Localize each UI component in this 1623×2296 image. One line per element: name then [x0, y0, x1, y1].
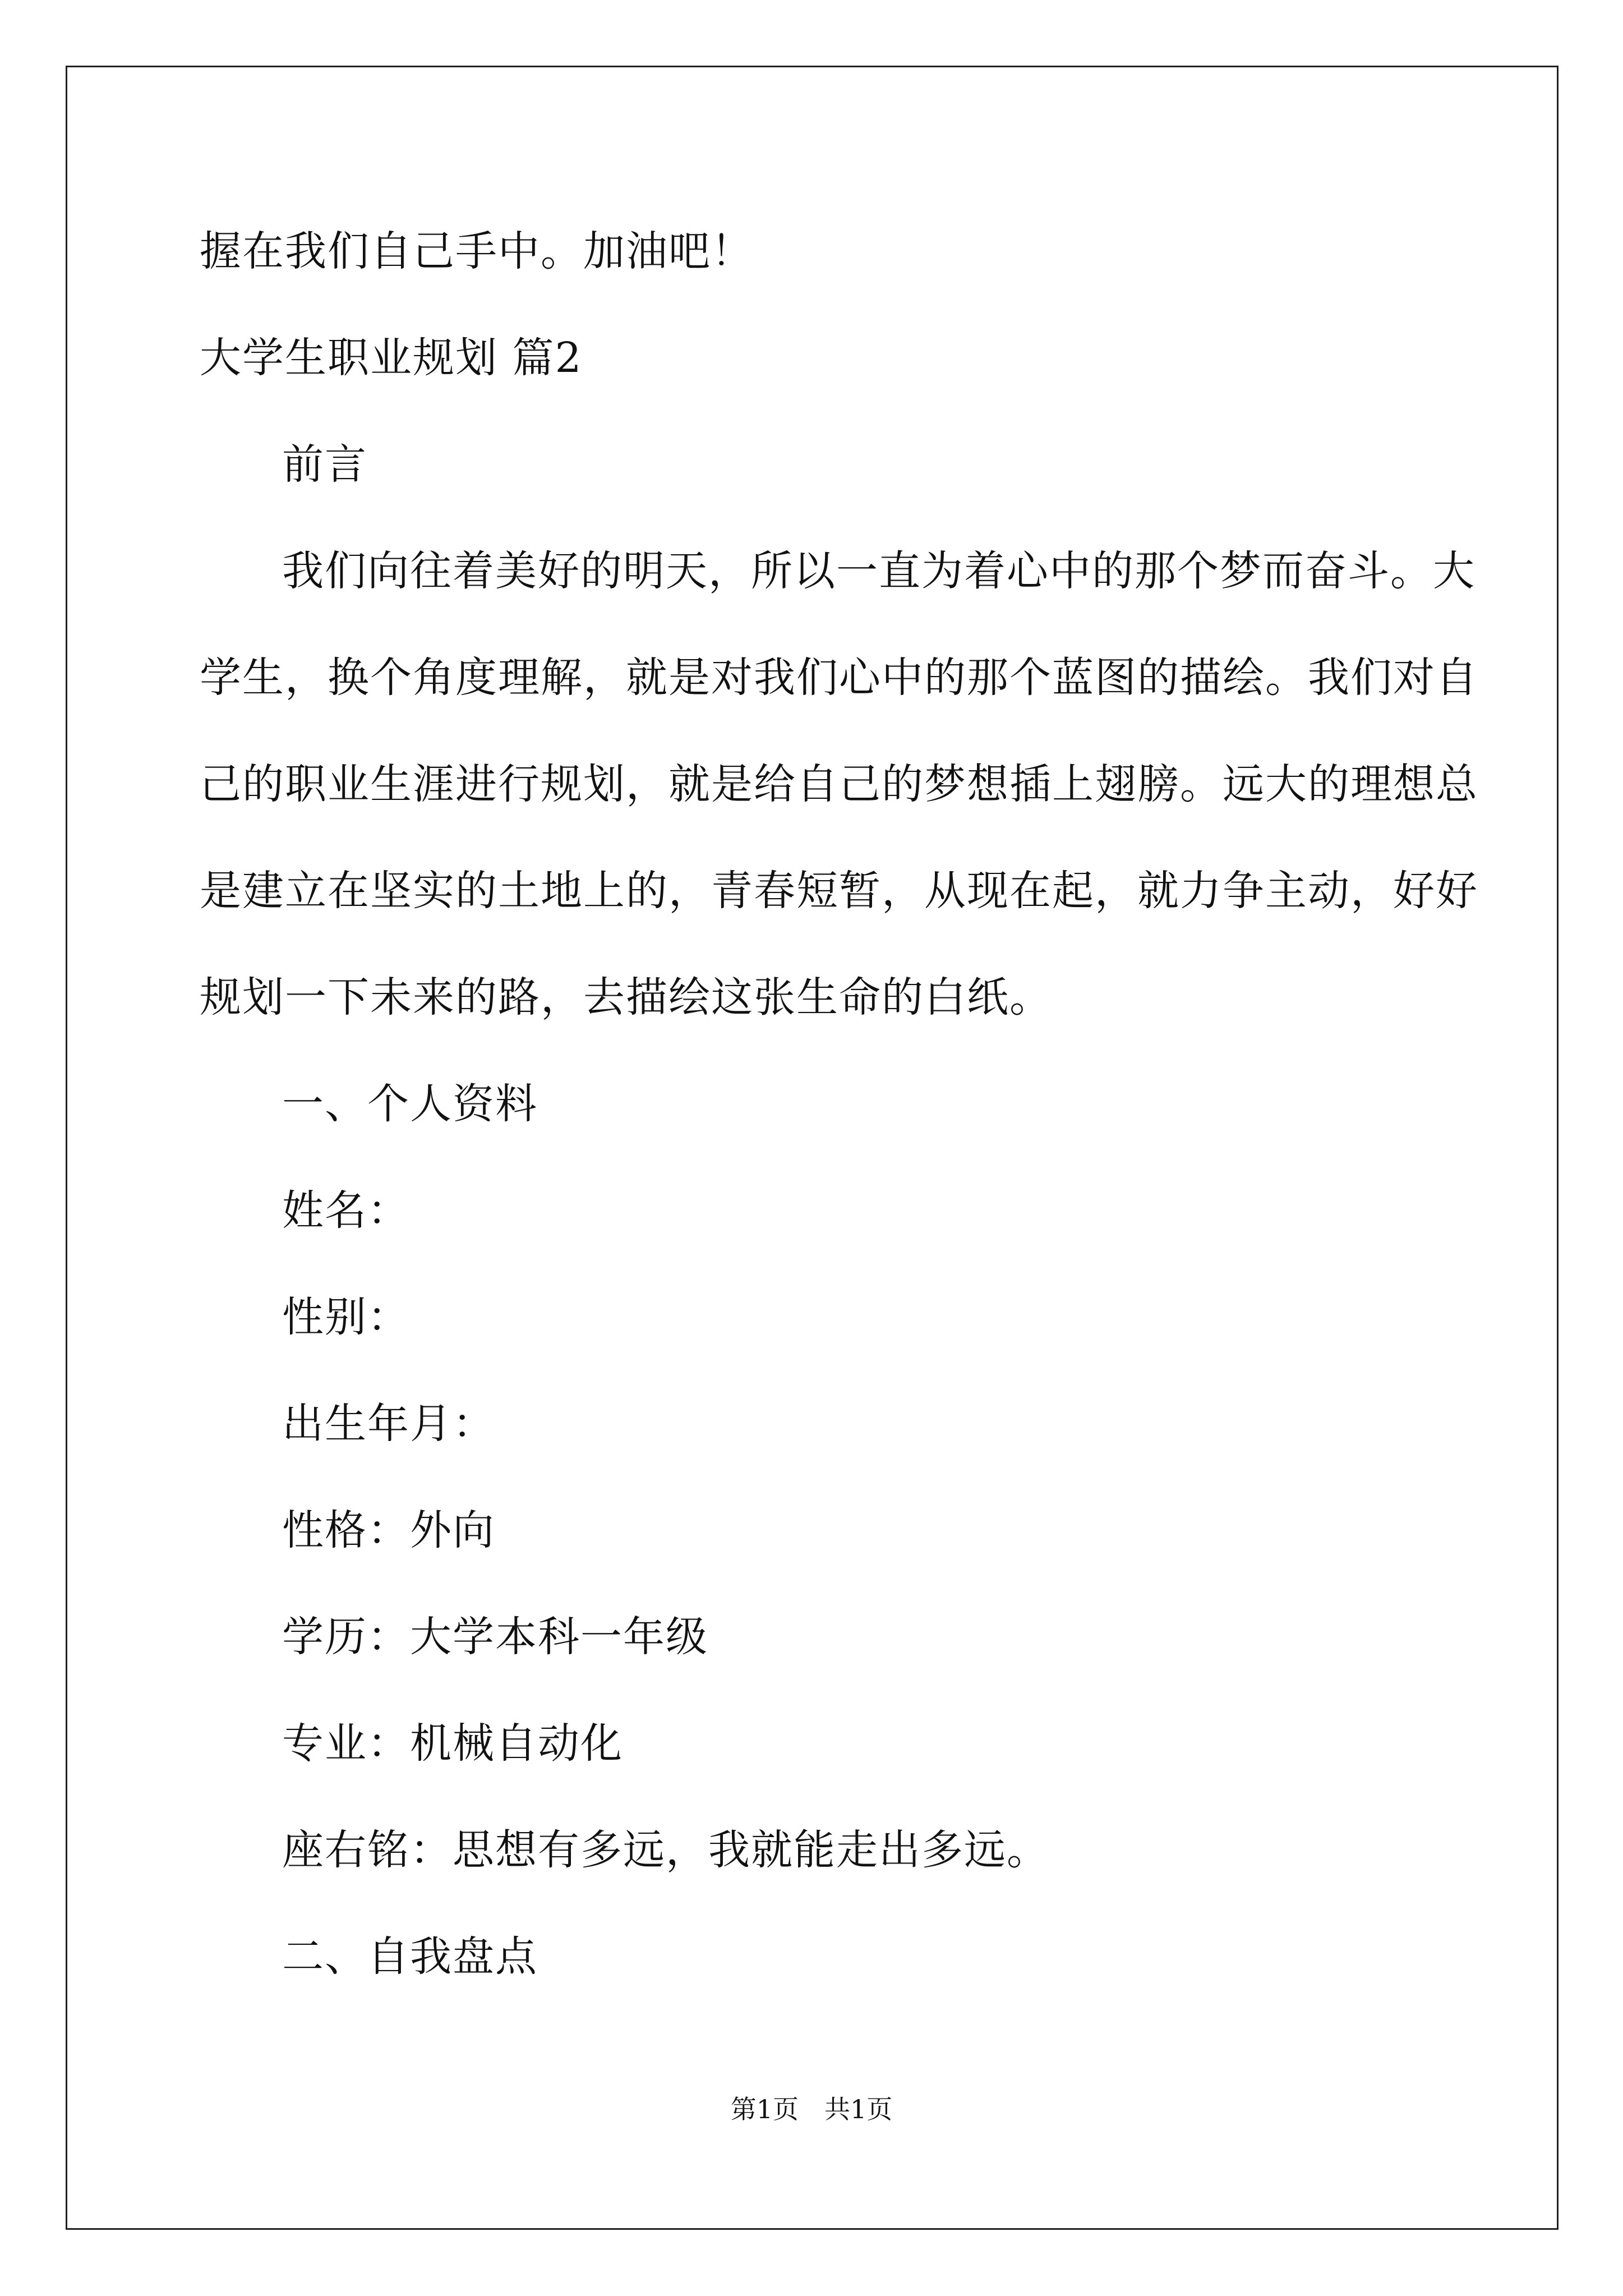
heading-preface: 前言 [282, 440, 367, 489]
paragraph-line: 我们向往着美好的明天，所以一直为着心中的那个梦而奋斗。大 [282, 547, 1476, 595]
heading-personal-info: 一、个人资料 [282, 1080, 538, 1128]
field-name: 姓名： [282, 1186, 410, 1235]
paragraph-line: 是建立在坚实的土地上的，青春短暂，从现在起，就力争主动，好好 [200, 867, 1478, 915]
page-footer: 第1页 共1页 [730, 2094, 893, 2124]
field-major: 专业：机械自动化 [282, 1719, 623, 1768]
heading-self-review: 二、自我盘点 [282, 1932, 538, 1981]
section-title: 大学生职业规划 篇2 [200, 334, 583, 382]
page-border [66, 66, 1559, 2230]
field-motto: 座右铭：思想有多远，我就能走出多远。 [282, 1826, 1049, 1874]
paragraph-line: 握在我们自己手中。加油吧！ [200, 227, 754, 275]
field-gender: 性别： [282, 1293, 410, 1341]
paragraph-line: 学生，换个角度理解，就是对我们心中的那个蓝图的描绘。我们对自 [200, 654, 1478, 702]
field-personality: 性格：外向 [282, 1506, 495, 1554]
paragraph-line: 己的职业生涯进行规划，就是给自己的梦想插上翅膀。远大的理想总 [200, 760, 1478, 808]
field-education: 学历：大学本科一年级 [282, 1613, 708, 1661]
paragraph-line: 规划一下未来的路，去描绘这张生命的白纸。 [200, 973, 1052, 1022]
field-birth: 出生年月： [282, 1400, 495, 1448]
